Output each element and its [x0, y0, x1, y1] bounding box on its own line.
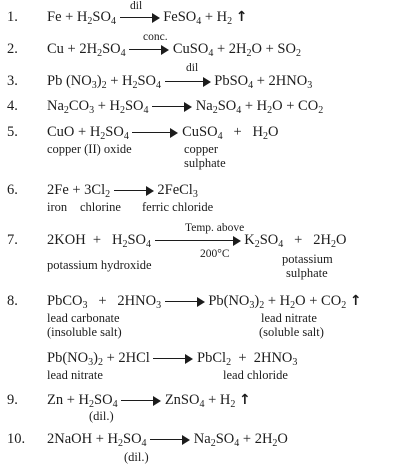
arrow-icon [165, 77, 211, 87]
arrow-icon [121, 396, 161, 406]
reaction-condition: Temp. above [185, 222, 245, 234]
arrow-icon [165, 297, 205, 307]
arrow-icon [129, 45, 169, 55]
arrow-icon [120, 13, 160, 23]
arrow-icon [153, 354, 193, 364]
arrow-icon [150, 435, 190, 445]
equation-number: 4. [7, 98, 18, 114]
equation-number: 1. [7, 9, 18, 25]
equation-5: CuO + $H_2SO_4$ CuSO$_4$ + $H_2O$ [47, 124, 279, 142]
equation-number: 8. [7, 293, 18, 309]
reaction-condition: dil [130, 0, 143, 12]
equation-number: 5. [7, 124, 18, 140]
equation-6: $2Fe + 3Cl_2$ 2FeCl$_3$ [47, 182, 198, 200]
equation-10: 2NaOH + $H_2SO_4$ $Na_2SO_4 + 2H_2O$ [47, 431, 288, 449]
equation-7: $2KOH + H_2SO_4$ $K_2SO_4 + 2H_2O$ [47, 232, 347, 250]
reaction-condition: 200°C [200, 248, 230, 260]
equation-number: 9. [7, 392, 18, 408]
arrow-icon [132, 128, 178, 138]
equation-8a: PbCO$_3$ + $2HNO_3$ $Pb(NO_3)_2 + H_2O + CO_2$ ↑ [47, 293, 362, 311]
compound-name: (soluble salt) [259, 325, 324, 339]
equation-number: 6. [7, 182, 18, 198]
compound-name: lead nitrate [261, 311, 317, 325]
gas-evolved-arrow-icon: ↑ [235, 9, 248, 25]
arrow-icon [155, 236, 241, 246]
concentration-label: (dil.) [124, 450, 149, 464]
compound-name: lead nitrate [47, 368, 103, 382]
compound-name: copper [184, 142, 219, 156]
compound-name: sulphate [286, 266, 328, 280]
compound-name: copper (II) oxide [47, 142, 132, 156]
compound-name: lead carbonate [47, 311, 120, 325]
equation-8b: $Pb(NO_3)_2 + 2HCl$ PbCl$_2$ + $2HNO_3$ [47, 350, 298, 368]
equation-number: 7. [7, 232, 18, 248]
equation-2: $Cu + 2H_2SO_4$ CuSO$_4$ + $2H_2O + SO_2$ [47, 41, 301, 59]
gas-evolved-arrow-icon: ↑ [349, 293, 362, 309]
gas-evolved-arrow-icon: ↑ [239, 392, 251, 408]
compound-name: chlorine [80, 200, 121, 214]
compound-name: (insoluble salt) [47, 325, 122, 339]
compound-name: lead chloride [223, 368, 288, 382]
concentration-label: (dil.) [89, 409, 114, 423]
equation-1: $Fe + H_2SO_4$ FeSO$_4$ + $H_2$ ↑ [47, 9, 248, 27]
compound-name: sulphate [184, 156, 226, 170]
equation-number: 10. [7, 431, 26, 447]
compound-name: potassium [282, 252, 333, 266]
equation-3: Pb $(NO_3)_2 + H_2SO_4$ PbSO$_4$ + $2HNO_3$ [47, 73, 313, 91]
compound-name: iron [47, 200, 68, 214]
arrow-icon [152, 102, 192, 112]
reaction-condition: dil [186, 62, 199, 74]
equation-9: $Zn + H_2SO_4$ ZnSO$_4$ + $H_2$ ↑ [47, 392, 251, 410]
equation-number: 3. [7, 73, 18, 89]
equation-number: 2. [7, 41, 18, 57]
arrow-icon [114, 186, 154, 196]
reaction-condition: conc. [143, 31, 168, 43]
compound-name: potassium hydroxide [47, 258, 152, 272]
compound-name: ferric chloride [142, 200, 214, 214]
equation-4: $Na_2CO_3 + H_2SO_4$ $Na_2SO_4 + H_2O + CO_2$ [47, 98, 324, 116]
